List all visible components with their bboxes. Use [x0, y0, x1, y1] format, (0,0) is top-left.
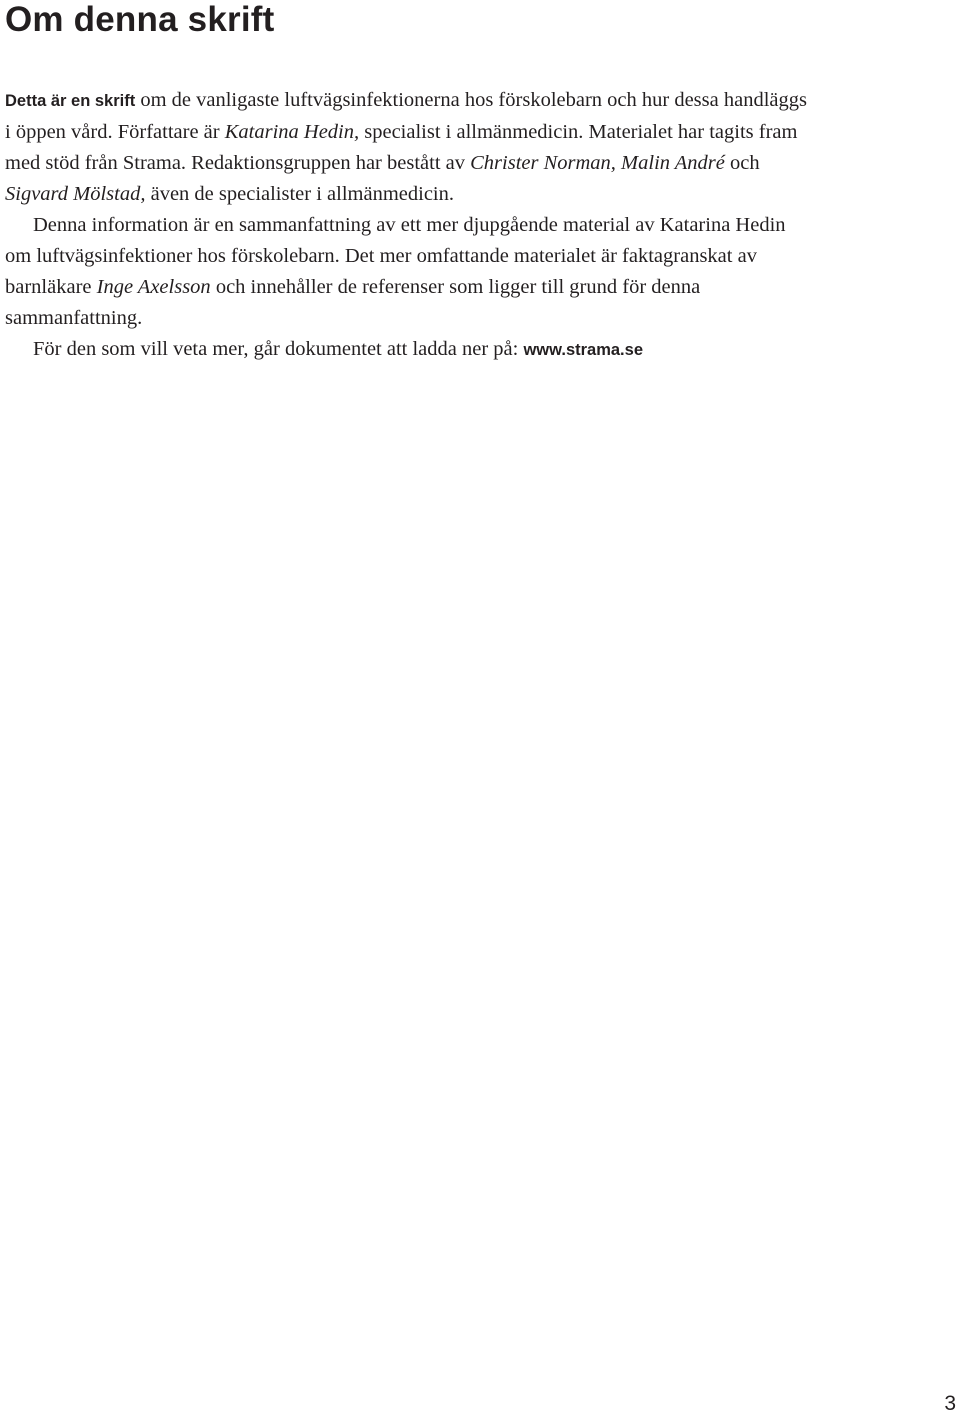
website-link[interactable]: www.strama.se	[523, 341, 643, 359]
text-segment: om de vanligaste luftvägsinfektionerna hos förskolebarn och hur dessa handläggs i öppen vård. Författare är	[5, 89, 807, 143]
text-segment: För den som vill veta mer, går dokumentet att ladda ner på:	[33, 338, 524, 360]
text-segment: och	[724, 152, 760, 174]
lead-in: Detta är en skrift	[5, 92, 136, 110]
author-name: Katarina Hedin,	[224, 121, 360, 143]
editor-name: Sigvard Mölstad,	[5, 183, 146, 205]
reviewer-name: Inge Axelsson	[96, 276, 211, 298]
intro-paragraph	[5, 85, 815, 210]
body-text	[5, 85, 815, 366]
text-segment: och innehåller de referenser som ligger till grund för denna sammanfattning.	[5, 276, 701, 329]
page-number: 3	[944, 1392, 956, 1415]
text-segment: även de specialister i allmänmedicin.	[145, 183, 454, 205]
summary-paragraph	[5, 210, 815, 334]
text-segment: specialist i allmänmedicin. Materialet har tagits fram med stöd från Strama. Redaktionsgruppen har bestått av	[5, 121, 798, 174]
download-paragraph	[5, 334, 815, 366]
page-title: Om denna skrift	[5, 0, 275, 39]
text-segment: Denna information är en sammanfattning av ett mer djupgående material av Katarina Hedin om luftvägsinfektioner hos förskolebarn. Det mer omfattande materialet är faktagranskat av barnläkare	[5, 214, 786, 298]
editor-names: Christer Norman, Malin André	[470, 152, 725, 174]
